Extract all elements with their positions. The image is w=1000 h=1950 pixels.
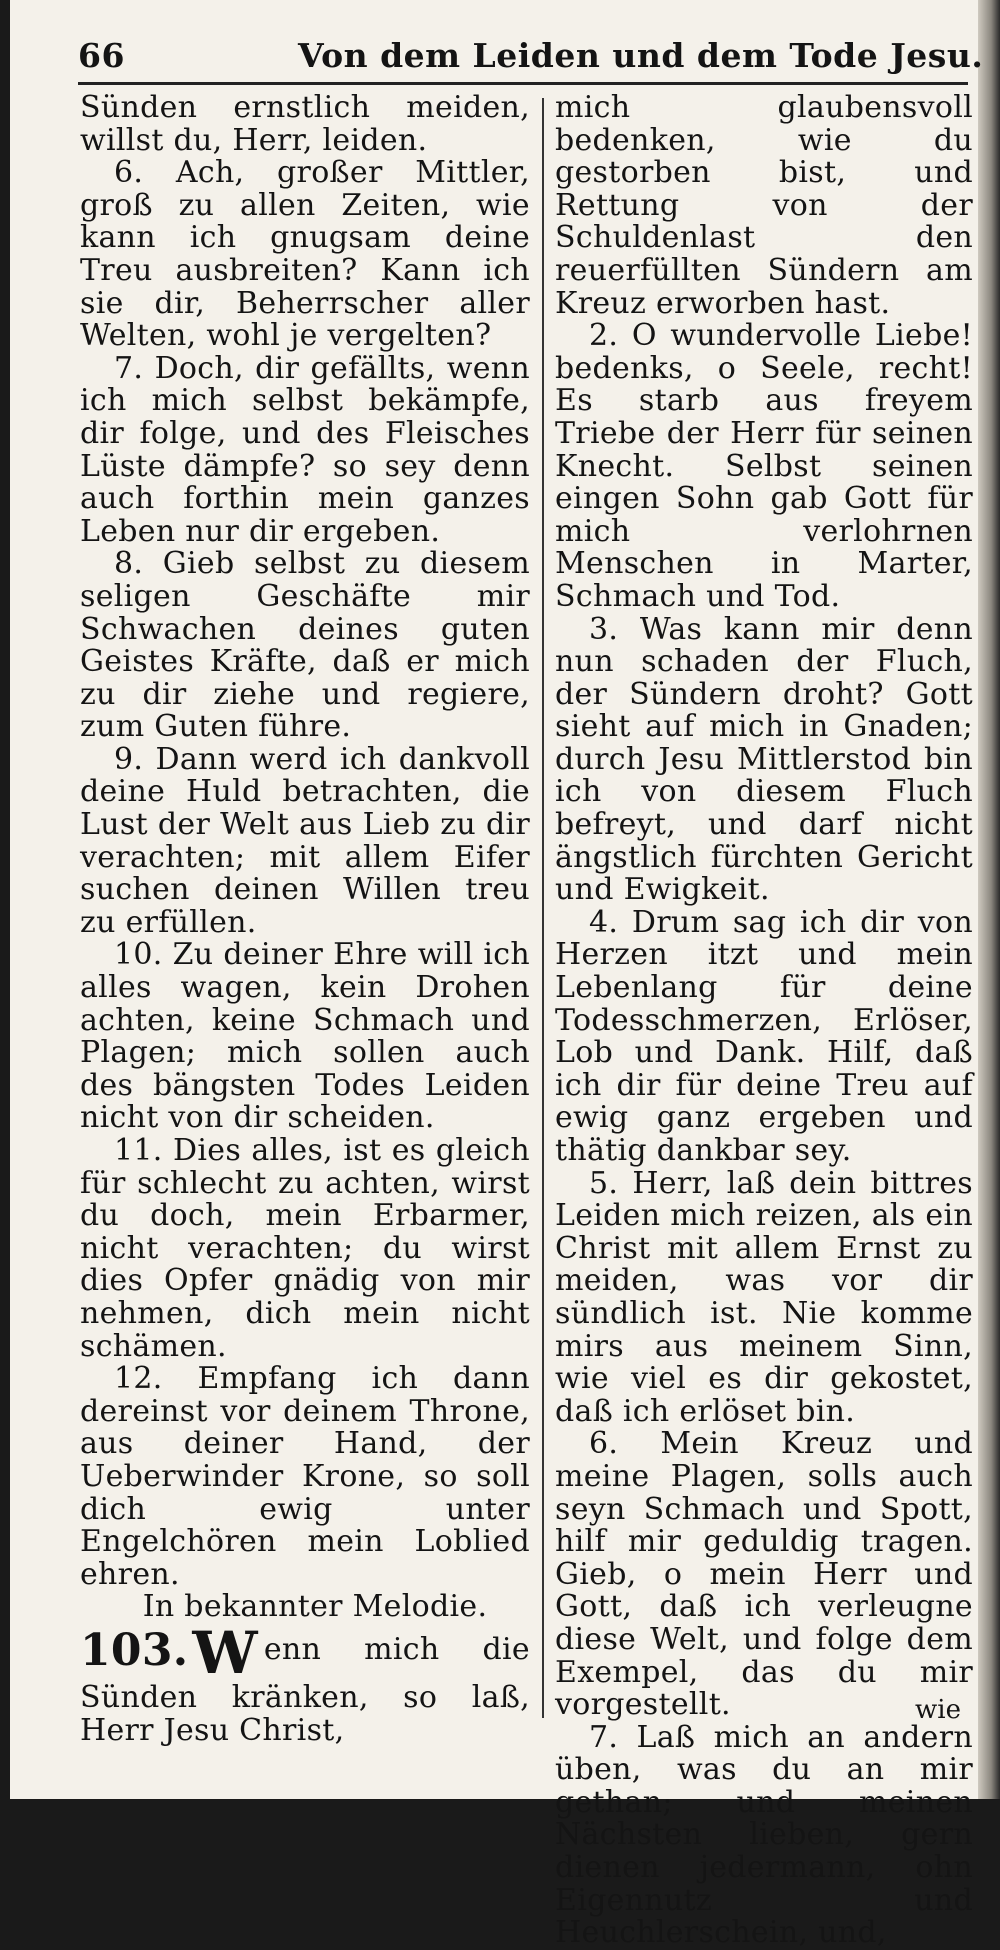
verse-3: 3. Was kann mir denn nun schaden der Fluch, der Sündern droht? Gott sieht auf mich in Gnaden; durch Jesu Mittlerstod bin ich von diesem Fluch befreyt, und darf nicht ängstlich fürchten Gericht und Ewigkeit. [555, 611, 973, 908]
hymn-dropcap: W [192, 1618, 258, 1687]
hymn-103-start [80, 1618, 530, 1748]
catchword: wie [915, 1695, 961, 1725]
page-header [68, 32, 984, 80]
right-column [555, 92, 973, 1950]
column-divider [542, 98, 544, 1718]
verse-4: 4. Drum sag ich dir von Herzen itzt und mein Lebenlang für deine Todesschmerzen, Erlöser, Lob und Dank. Hilf, daß ich dir für deine Treu auf ewig ganz ergeben und thätig dankbar sey. [555, 904, 973, 1168]
verse-5: 5. Herr, laß dein bittres Leiden mich reizen, als ein Christ mit allem Ernst zu meiden, was vor dir sündlich ist. Nie komme mirs aus meinem Sinn, wie viel es dir gekostet, daß ich erlöset bin. [555, 1165, 973, 1429]
book-spine-edge [978, 0, 1000, 1799]
verse-6: 6. Mein Kreuz und meine Plagen, solls auch seyn Schmach und Spott, hilf mir geduldig tragen. Gieb, o mein Herr und Gott, daß ich verleugne diese Welt, und folge dem Exempel, das du mir vorgestellt. [555, 1426, 973, 1723]
verse-12: 12. Empfang ich dann dereinst vor deinem Throne, aus deiner Hand, der Ueberwinder Krone, so soll dich ewig unter Engelchören mein Loblied ehren. [80, 1361, 530, 1592]
verse-10: 10. Zu deiner Ehre will ich alles wagen, kein Drohen achten, keine Schmach und Plagen; mich sollen auch des bängsten Todes Leiden nicht von dir scheiden. [80, 937, 530, 1136]
running-title: Von dem Leiden und dem Tode Jesu. [298, 36, 984, 75]
verse-7: 7. Doch, dir gefällts, wenn ich mich selbst bekämpfe, dir folge, und des Fleisches Lüste dämpfe? so sey denn auch forthin mein ganzes Leben nur dir ergeben. [80, 350, 530, 549]
left-column [80, 92, 530, 1747]
header-rule [78, 82, 968, 85]
verse-6: 6. Ach, großer Mittler, groß zu allen Zeiten, wie kann ich gnugsam deine Treu ausbreiten? Kann ich sie dir, Beherrscher aller Welten, wohl je vergelten? [80, 155, 530, 354]
verse-continuation: Sünden ernstlich meiden, willst du, Herr, leiden. [80, 90, 530, 158]
verse-continuation: mich glaubensvoll bedenken, wie du gestorben bist, und Rettung von der Schuldenlast den reuerfüllten Sündern am Kreuz erworben hast. [555, 90, 973, 321]
book-page [10, 0, 984, 1950]
hymn-first-lines: enn mich die Sünden kränken, so laß, Herr Jesu Christ, [80, 1631, 530, 1748]
hymn-number: 103. [80, 1624, 189, 1676]
melody-heading: In bekannter Melodie. [142, 1589, 488, 1625]
verse-8: 8. Gieb selbst zu diesem seligen Geschäfte mir Schwachen deines guten Geistes Kräfte, daß er mich zu dir ziehe und regiere, zum Guten führe. [80, 546, 530, 745]
verse-7: 7. Laß mich an andern üben, was du an mir gethan; und meinen Nächsten lieben, gern dienen jedermann, ohn Eigennutz und Heuchlerschein, und, [555, 1719, 973, 1950]
verse-11: 11. Dies alles, ist es gleich für schlecht zu achten, wirst du doch, mein Erbarmer, nicht verachten; du wirst dies Opfer gnädig von mir nehmen, dich mein nicht schämen. [80, 1133, 530, 1364]
verse-9: 9. Dann werd ich dankvoll deine Huld betrachten, die Lust der Welt aus Lieb zu dir verachten; mit allem Eifer suchen deinen Willen treu zu erfüllen. [80, 741, 530, 940]
page-number: 66 [78, 36, 125, 75]
verse-2: 2. O wundervolle Liebe! bedenks, o Seele, recht! Es starb aus freyem Triebe der Herr für seinen Knecht. Selbst seinen eingen Sohn gab Gott für mich verlohrnen Menschen in Marter, Schmach und Tod. [555, 318, 973, 614]
